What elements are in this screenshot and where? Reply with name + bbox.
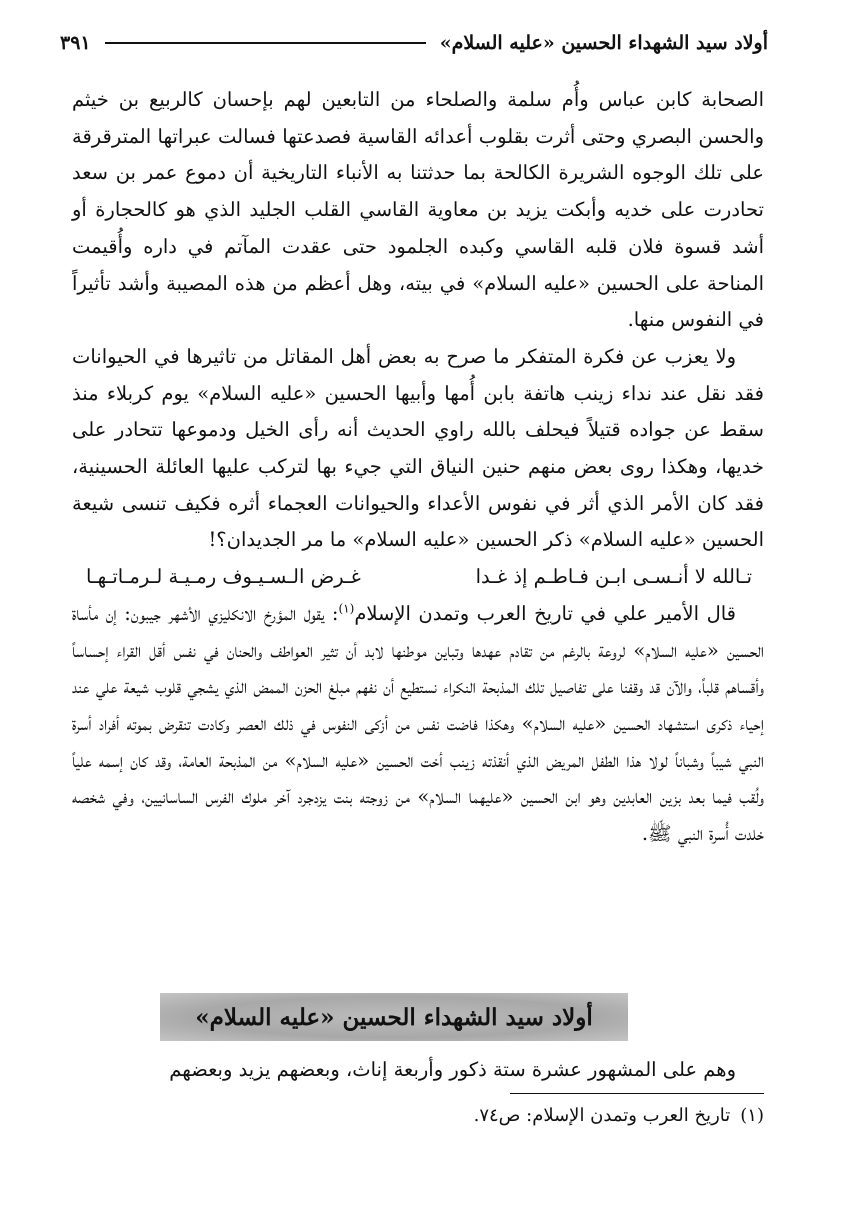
footnote: [72, 1100, 764, 1132]
paragraph-3-rest: : يقول المؤرخ الانكليزي الأشهر جيبون: إن مأساة الحسين «عليه السلام» لروعة بالرغم من تقادم عهدها وتباين موطنها لابد أن تثير العواطف والحنان في نفس أقل القراء إحساساً وأقساهم قلباً، والآن قد وقفنا على تفاصيل تلك المذبحة النكراء نستطيع أن نفهم مبلغ الحزن الممض الذي يشجي قلوب شيعة علي عند إحياء ذكرى استشهاد الحسين «عليه السلام» وهكذا فاضت نفس من أزكى النفوس في ذلك العصر وكادت تنقرض بموته أفراد أسرة النبي شيباً وشباناً لولا هذا الطفل المريض الذي أنقذته زينب أخت الحسين «عليه السلام» من المذبحة العامة، وقد كان إسمه علياً ولُقب فيما بعد بزين العابدين وهو ابن الحسين «عليهما السلام» من زوجته بنت يزدجرد آخر ملوك الفرس الساسانيين، وفي شخصه خلدت أُسرة النبي ﷺ.: [72, 601, 764, 846]
verse-second-hemistich: غـرض الـسـيـوف رمـيـة لـرمـاتـهـا: [86, 565, 361, 589]
paragraph-4: وهم على المشهور عشرة ستة ذكور وأربعة إناث، وبعضهم يزيد وبعضهم: [169, 1058, 736, 1081]
body-text: [72, 82, 764, 853]
continuation-text: [72, 1052, 764, 1089]
section-heading-band: [160, 993, 628, 1041]
paragraph-1: الصحابة كابن عباس وأُم سلمة والصلحاء من التابعين لهم بإحسان كالربيع بن خيثم والحسن البصري وحتى أثرت بقلوب أعدائه القاسية فصدعتها فسالت عبراتها المترقرقة على تلك الوجوه الشريرة الكالحة بما حدثتنا به الأنباء التاريخية أن دموع عمر بن سعد تحادرت على خديه وأبكت يزيد بن معاوية القاسي القلب الجليد الذي هو كالحجارة أو أشد قسوة فلان قلبه القاسي وكبده الجلمود حتى عقدت المآتم في داره وأُقيمت المناحة على الحسين «عليه السلام» في بيته، وهل أعظم من هذه المصيبة وأشد تأثيراً في النفوس منها.: [72, 88, 764, 332]
section-heading: أولاد سيد الشهداء الحسين «عليه السلام»: [195, 1003, 593, 1031]
verse-first-hemistich: تـالله لا أنـسـى ابـن فـاطـم إذ غـدا: [475, 565, 752, 589]
paragraph-3-start: قال الأمير علي في تاريخ العرب وتمدن الإسلام: [354, 601, 736, 625]
paragraph-2: ولا يعزب عن فكرة المتفكر ما صرح به بعض أهل المقاتل من تاثيرها في الحيوانات فقد نقل عند نداء زينب هاتفة بابن أُمها وأبيها الحسين «عليه السلام» يوم كربلاء منذ سقط عن جواده قتيلاً فيحلف بالله راوي الحديث أنه رأى الخيل ودموعها تتحادر على خديها، وهكذا روى بعض منهم حنين النياق التي جيء بها لتركب عليها العائلة الحسينية، فقد كان الأمر الذي أثر في نفوس الأعداء والحيوانات العجماء أثره فكيف تنسى شيعة الحسين «عليه السلام» ذكر الحسين «عليه السلام» ما مر الجديدان؟!: [72, 344, 764, 552]
poetry-verse: [72, 559, 764, 596]
footnote-text: تاريخ العرب وتمدن الإسلام: ص٧٤.: [473, 1105, 731, 1126]
footnote-reference: (١): [338, 601, 355, 616]
running-head-rule: [105, 42, 426, 44]
footnote-mark: (١): [740, 1105, 764, 1126]
page-number: ٣٩١: [60, 32, 91, 54]
running-head: [60, 28, 768, 58]
running-head-title: أولاد سيد الشهداء الحسين «عليه السلام»: [439, 32, 768, 54]
footnote-separator: [510, 1093, 764, 1094]
paragraph-3: [72, 596, 764, 853]
